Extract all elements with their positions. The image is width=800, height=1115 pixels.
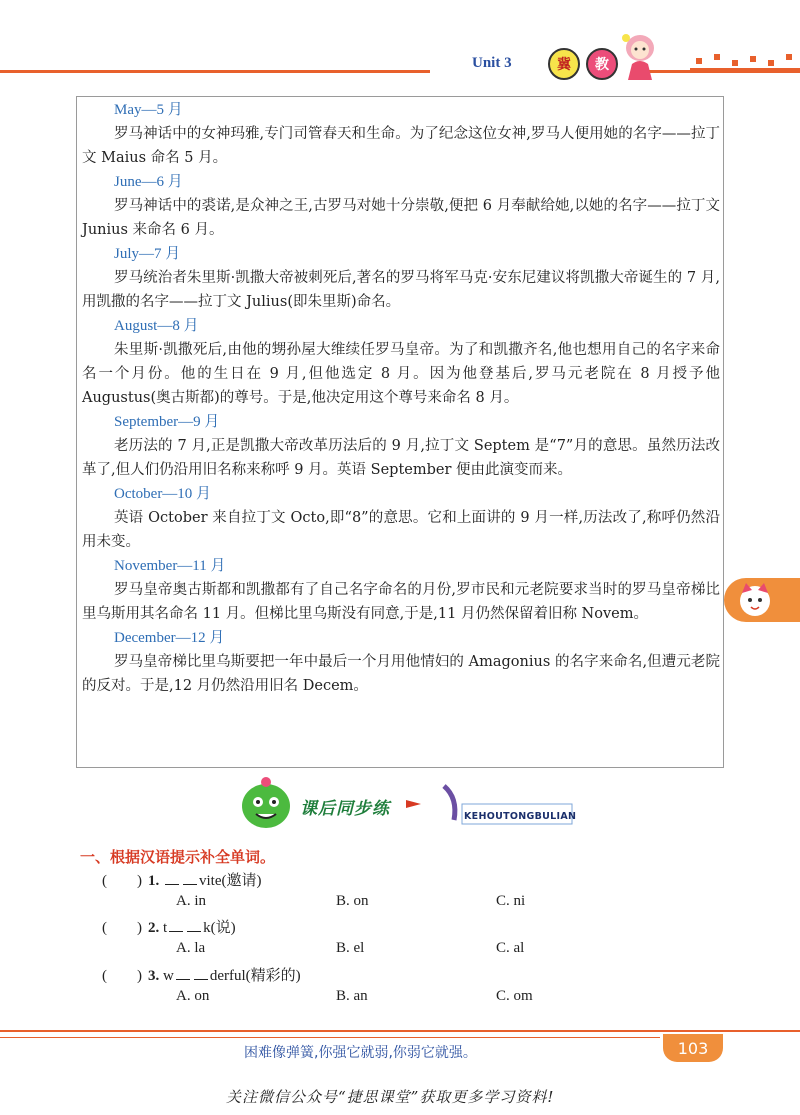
month-paragraph: 罗马神话中的女神玛雅,专门司管春天和生命。为了纪念这位女神,罗马人便用她的名字——拉丁文 Maius 命名 5 月。 — [82, 126, 720, 166]
checker-pattern-icon — [690, 54, 800, 74]
month-heading: September—9 月 — [114, 414, 220, 430]
month-paragraph: 英语 October 来自拉丁文 Octo,即“8”的意思。它和上面讲的 9 月一样,历法改了,称呼仍然沿用未变。 — [82, 510, 720, 550]
question-number: 1. — [148, 873, 160, 889]
question-number: 3. — [148, 968, 160, 984]
month-paragraph: 罗马皇帝奥古斯都和凯撒都有了自己名字命名的月份,罗市民和元老院要求当时的罗马皇帝梯比里乌斯用其名命名 11 月。但梯比里乌斯没有同意,于是,11 月仍然保留着旧称 Novem。 — [82, 582, 720, 622]
option-b[interactable]: B. el — [336, 940, 365, 956]
month-paragraph: 老历法的 7 月,正是凯撒大帝改革历法后的 9 月,拉丁文 Septem 是“7”月的意思。虽然历法改革了,但人们仍沿用旧名称来称呼 9 月。英语 September 便由此演变而来。 — [82, 438, 720, 478]
exercise-title: 一、根据汉语提示补全单词。 — [80, 848, 276, 866]
watermark-text: 关注微信公众号“捷思课堂”获取更多学习资料! — [226, 1088, 555, 1106]
letter-blank — [183, 872, 197, 885]
month-entries — [82, 98, 720, 698]
textbook-badge-jiao: 教 — [586, 48, 618, 80]
answer-paren[interactable]: ( ) — [102, 968, 142, 984]
letter-blank — [194, 967, 208, 980]
unit-label: Unit 3 — [472, 55, 512, 71]
banner-subtitle: KEHOUTONGBULIAN — [464, 811, 577, 822]
answer-paren[interactable]: ( ) — [102, 920, 142, 936]
textbook-badge-ji: 冀 — [548, 48, 580, 80]
month-heading: July—7 月 — [114, 246, 181, 262]
option-a[interactable]: A. in — [176, 893, 206, 909]
question-1 — [102, 869, 261, 890]
question-2 — [102, 916, 236, 937]
banner-title: 课后同步练 — [300, 799, 390, 819]
word-prefix: w — [163, 968, 174, 984]
month-heading: June—6 月 — [114, 174, 183, 190]
letter-blank — [187, 919, 201, 932]
word-suffix: k(说) — [203, 920, 236, 936]
footer-rule — [0, 1030, 800, 1032]
question-number: 2. — [148, 920, 160, 936]
header-rule-left — [0, 70, 430, 73]
month-heading: October—10 月 — [114, 486, 212, 502]
option-c[interactable]: C. ni — [496, 893, 526, 909]
month-heading: November—11 月 — [114, 558, 226, 574]
month-paragraph: 罗马神话中的裘诺,是众神之王,古罗马对她十分崇敬,便把 6 月奉献给她,以她的名字——拉丁文 Junius 来命名 6 月。 — [82, 198, 720, 238]
option-b[interactable]: B. on — [336, 893, 369, 909]
month-heading: May—5 月 — [114, 102, 183, 118]
month-heading: December—12 月 — [114, 630, 225, 646]
month-paragraph: 罗马统治者朱里斯·凯撒大帝被刺死后,著名的罗马将军马克·安东尼建议将凯撒大帝诞生的 7 月,用凯撒的名字——拉丁文 Julius(即朱里斯)命名。 — [82, 270, 720, 310]
footer-motto: 困难像弹簧,你强它就弱,你弱它就强。 — [244, 1045, 477, 1061]
word-suffix: vite(邀请) — [199, 873, 262, 889]
letter-blank — [176, 967, 190, 980]
footer-rule-thin — [0, 1037, 660, 1038]
cat-face-icon — [736, 581, 774, 619]
fairy-mascot-icon — [618, 28, 662, 82]
month-heading: August—8 月 — [114, 318, 199, 334]
answer-paren[interactable]: ( ) — [102, 873, 142, 889]
letter-blank — [169, 919, 183, 932]
page-number: 103 — [663, 1034, 723, 1062]
month-paragraph: 罗马皇帝梯比里乌斯要把一年中最后一个月用他情妇的 Amagonius 的名字来命名,但遭元老院的反对。于是,12 月仍然沿用旧名 Decem。 — [82, 654, 720, 694]
month-paragraph: 朱里斯·凯撒死后,由他的甥孙屋大维续任罗马皇帝。为了和凯撒齐名,他也想用自己的名字来命名一个月份。他的生日在 9 月,但他选定 8 月。因为他登基后,罗马元老院在 8 月授予他 Augustus(奥古斯都)的尊号。于是,他决定用这个尊号来命名 8 月。 — [82, 342, 720, 406]
question-3 — [102, 964, 301, 985]
option-b[interactable]: B. an — [336, 988, 368, 1004]
option-a[interactable]: A. la — [176, 940, 206, 956]
letter-blank — [165, 872, 179, 885]
practice-banner — [226, 776, 576, 832]
word-prefix: t — [163, 920, 168, 936]
word-suffix: derful(精彩的) — [209, 968, 301, 984]
option-c[interactable]: C. al — [496, 940, 525, 956]
option-a[interactable]: A. on — [176, 988, 210, 1004]
option-c[interactable]: C. om — [496, 988, 533, 1004]
